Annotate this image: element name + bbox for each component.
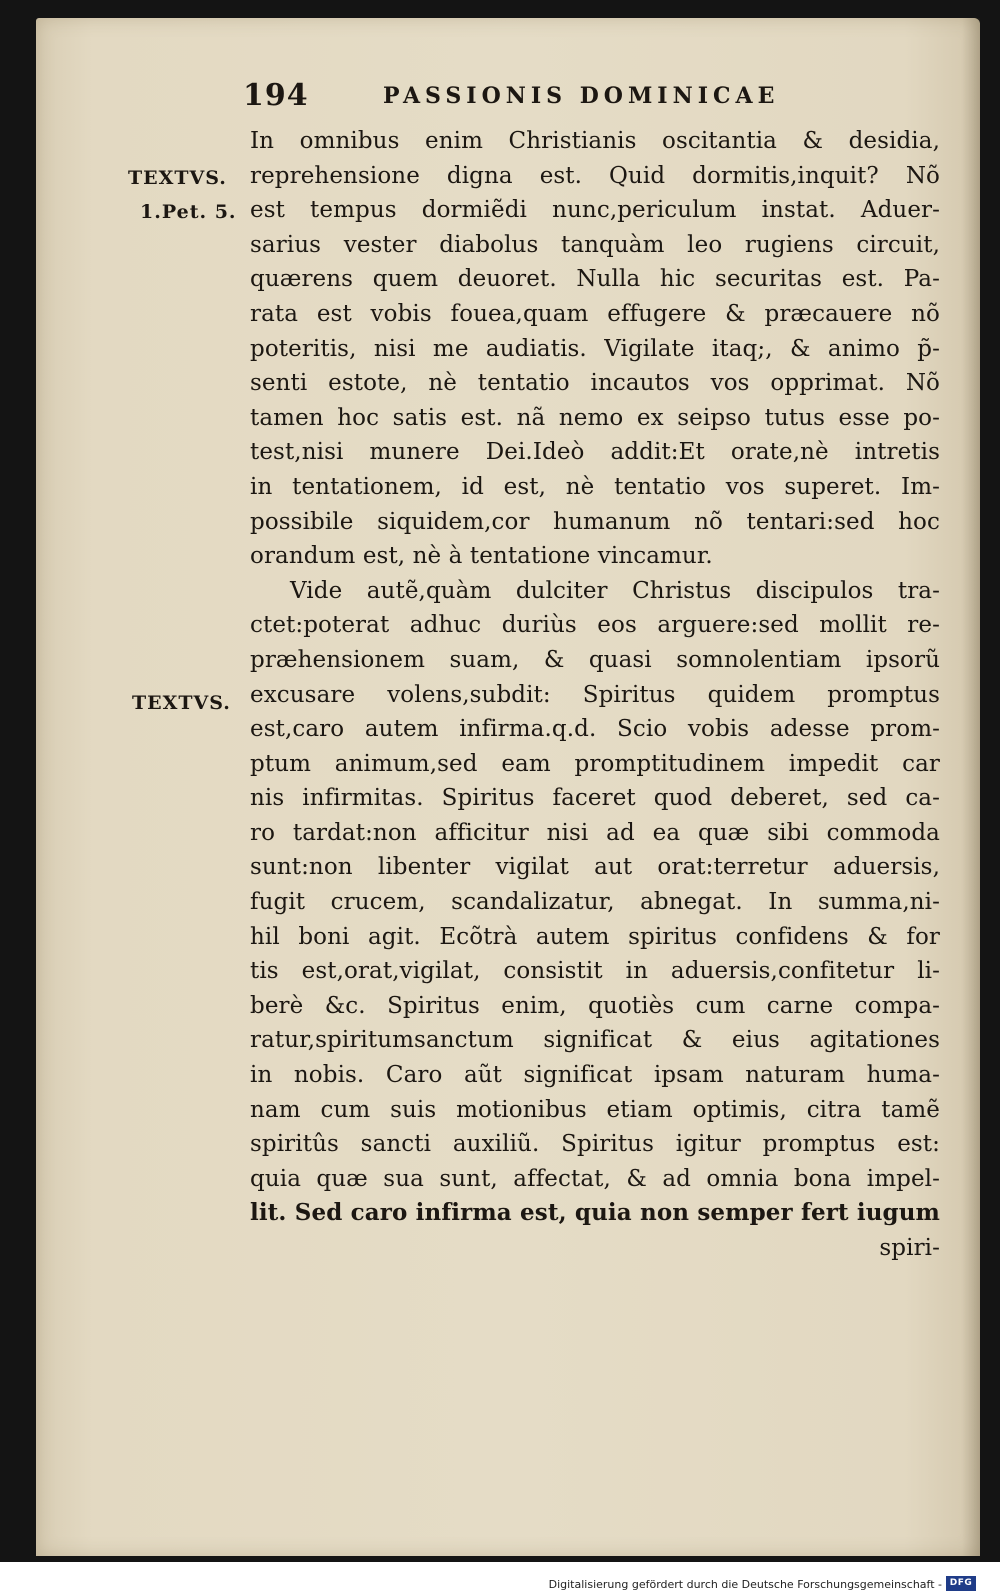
text-line: fugit crucem, scandalizatur, abnegat. In summa,ni- xyxy=(250,889,940,916)
text-line: ptum animum,sed eam promptitudinem impedit car xyxy=(250,750,940,777)
running-head xyxy=(243,78,783,118)
text-line: test,nisi munere Dei.Ideò addit:Et orate,nè intretis xyxy=(250,439,940,466)
text-line: ratur,spiritumsanctum significat & eius agitationes xyxy=(250,1027,940,1054)
margin-note-textus-2: TEXTVS. xyxy=(132,692,231,714)
dfg-logo: DFG xyxy=(946,1576,976,1591)
text-line: quærens quem deuoret. Nulla hic securitas est. Pa- xyxy=(250,266,940,293)
text-line: poteritis, nisi me audiatis. Vigilate itaq;, & animo p̃- xyxy=(250,335,940,362)
text-line: lit. Sed caro infirma est, quia non semper fert iugum xyxy=(250,1199,940,1227)
text-line: tamen hoc satis est. nã nemo ex seipso tutus esse po- xyxy=(250,404,940,431)
text-line: spiritûs sancti auxiliũ. Spiritus igitur promptus est: xyxy=(250,1131,940,1158)
text-line: hil boni agit. Ecõtrà autem spiritus confidens & for xyxy=(250,923,940,950)
body-text xyxy=(250,124,940,1266)
text-line: senti estote, nè tentatio incautos vos opprimat. Nõ xyxy=(250,370,940,397)
text-line: ctet:poterat adhuc duriùs eos arguere:sed mollit re- xyxy=(250,612,940,639)
text-line: nam cum suis motionibus etiam optimis, citra tamẽ xyxy=(250,1096,940,1123)
margin-note-textus-1: TEXTVS. xyxy=(128,167,227,189)
text-line: In omnibus enim Christianis oscitantia & desidia, xyxy=(250,128,940,154)
text-line: præhensionem suam, & quasi somnolentiam ipsorũ xyxy=(250,646,940,673)
text-line: ro tardat:non afficitur nisi ad ea quæ sibi commoda xyxy=(250,819,940,846)
text-line: nis infirmitas. Spiritus faceret quod deberet, sed ca- xyxy=(250,785,940,812)
text-line: berè &c. Spiritus enim, quotiès cum carne compa- xyxy=(250,992,940,1019)
text-line: in nobis. Caro aũt significat ipsam naturam huma- xyxy=(250,1062,940,1089)
text-line: excusare volens,subdit: Spiritus quidem promptus xyxy=(250,681,940,708)
text-line: reprehensione digna est. Quid dormitis,inquit? Nõ xyxy=(250,162,940,189)
text-line: orandum est, nè à tentatione vincamur. xyxy=(250,543,713,570)
text-line: possibile siquidem,cor humanum nõ tentari:sed hoc xyxy=(250,508,940,535)
text-line: Vide autẽ,quàm dulciter Christus discipulos tra- xyxy=(290,577,940,604)
text-line: sunt:non libenter vigilat aut orat:terretur aduersis, xyxy=(250,854,940,881)
footer-credit: Digitalisierung gefördert durch die Deutsche Forschungsgemeinschaft - xyxy=(548,1578,942,1591)
text-line: tis est,orat,vigilat, consistit in aduersis,confitetur li- xyxy=(250,958,940,985)
page-edge-shadow xyxy=(962,18,980,1556)
catchword: spiri- xyxy=(879,1235,940,1261)
text-line: sarius vester diabolus tanquàm leo rugiens circuit, xyxy=(250,231,940,258)
text-line: in tentationem, id est, nè tentatio vos superet. Im- xyxy=(250,473,940,500)
text-line: quia quæ sua sunt, affectat, & ad omnia bona impel- xyxy=(250,1165,940,1192)
margin-note-peter-reference: 1.Pet. 5. xyxy=(140,201,237,223)
text-line: est tempus dormiẽdi nunc,periculum instat. Aduer- xyxy=(250,197,940,224)
page-number: 194 xyxy=(243,78,309,113)
text-line: rata est vobis fouea,quam effugere & præcauere nõ xyxy=(250,300,940,327)
running-head-title: PASSIONIS DOMINICAE xyxy=(383,83,780,109)
text-line: est,caro autem infirma.q.d. Scio vobis adesse prom- xyxy=(250,716,940,743)
